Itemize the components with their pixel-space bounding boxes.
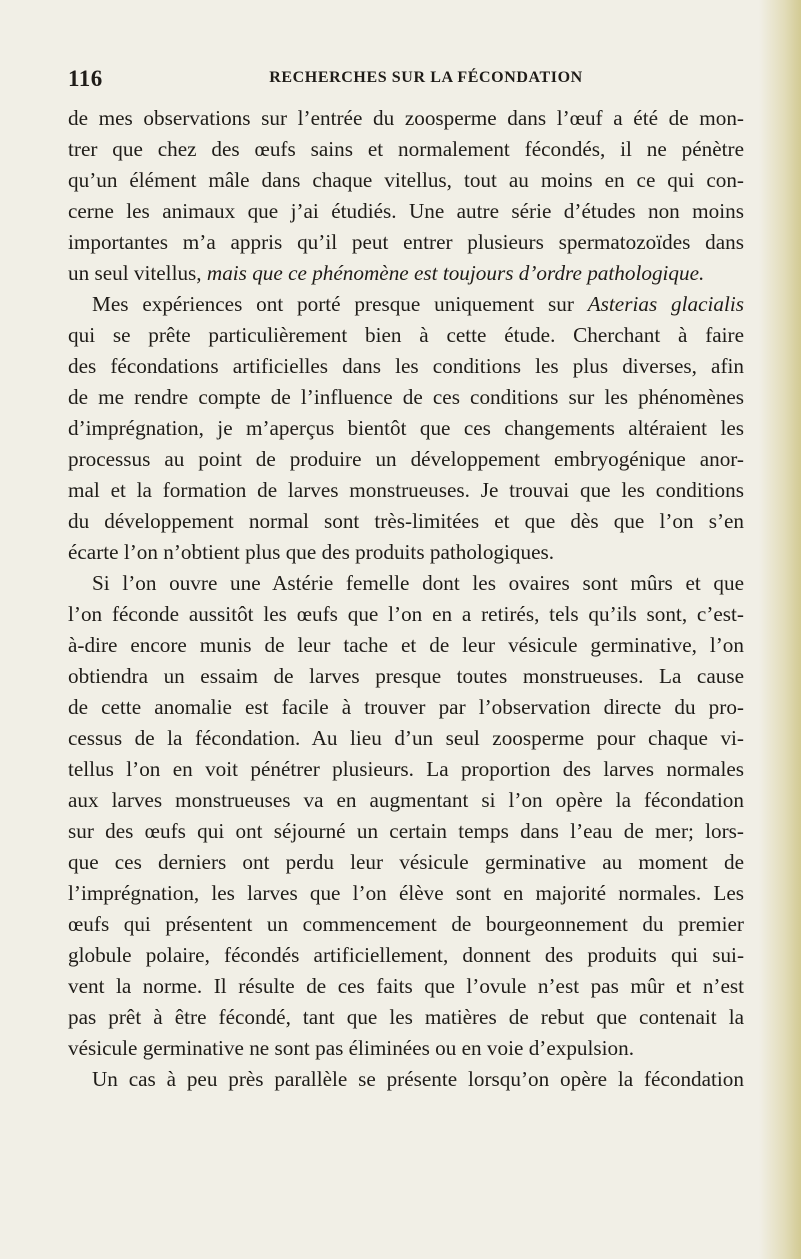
text-line (68, 413, 744, 444)
text-line (68, 785, 744, 816)
text-line-roman: Si l’on ouvre une Astérie femelle dont les ovaires sont mûrs et que (92, 571, 744, 595)
text-line-roman: importantes m’a appris qu’il peut entrer plusieurs spermatozoïdes dans (68, 230, 744, 254)
text-line (68, 692, 744, 723)
text-line (68, 723, 744, 754)
text-line (68, 754, 744, 785)
text-line-roman: que ces derniers ont perdu leur vésicule germinative au moment de (68, 850, 744, 874)
page-number: 116 (68, 66, 103, 91)
text-line (68, 506, 744, 537)
text-line-roman: de mes observations sur l’entrée du zoosperme dans l’œuf a été de mon- (68, 106, 744, 130)
running-head: RECHERCHES SUR LA FÉCONDATION (269, 69, 583, 86)
text-line-roman: sur des œufs qui ont séjourné un certain temps dans l’eau de mer; lors- (68, 819, 744, 843)
text-line (68, 878, 744, 909)
text-line-roman: Mes expériences ont porté presque uniquement sur (92, 292, 588, 316)
text-line-roman: processus au point de produire un développement embryogénique anor- (68, 447, 744, 471)
text-line-roman: du développement normal sont très-limitées et que dès que l’on s’en (68, 509, 744, 533)
text-line-roman: trer que chez des œufs sains et normalement fécondés, il ne pénètre (68, 137, 744, 161)
text-line (68, 475, 744, 506)
text-line-roman: Un cas à peu près parallèle se présente lorsqu’on opère la fécondation (92, 1067, 744, 1091)
text-line (68, 1002, 744, 1033)
text-line (68, 816, 744, 847)
text-line (68, 940, 744, 971)
text-line (68, 382, 744, 413)
text-line (68, 1033, 744, 1064)
text-line (68, 165, 744, 196)
text-line-roman: pas prêt à être fécondé, tant que les matières de rebut que contenait la (68, 1005, 744, 1029)
text-line (68, 227, 744, 258)
text-line-roman: mal et la formation de larves monstrueuses. Je trouvai que les conditions (68, 478, 744, 502)
text-line (68, 444, 744, 475)
text-line-roman: obtiendra un essaim de larves presque toutes monstrueuses. La cause (68, 664, 744, 688)
text-line (68, 1064, 744, 1095)
text-line-roman: l’on féconde aussitôt les œufs que l’on en a retirés, tels qu’ils sont, c’est- (68, 602, 744, 626)
text-line-roman: de me rendre compte de l’influence de ces conditions sur les phénomènes (68, 385, 744, 409)
text-line (68, 630, 744, 661)
text-line-italic: mais que ce phénomène est toujours d’ordre pathologique. (206, 261, 705, 285)
text-line (68, 351, 744, 382)
text-line-roman: l’imprégnation, les larves que l’on élève sont en majorité normales. Les (68, 881, 744, 905)
text-line-roman: aux larves monstrueuses va en augmentant si l’on opère la fécondation (68, 788, 744, 812)
text-line (68, 909, 744, 940)
text-line-roman: globule polaire, fécondés artificiellement, donnent des produits qui sui- (68, 943, 744, 967)
text-line-roman: écarte l’on n’obtient plus que des produits pathologiques. (68, 540, 555, 564)
text-line-roman: des fécondations artificielles dans les conditions les plus diverses, afin (68, 354, 744, 378)
body-text (68, 103, 744, 1095)
text-line (68, 537, 744, 568)
text-line (68, 289, 744, 320)
text-line-roman: œufs qui présentent un commencement de bourgeonnement du premier (68, 912, 744, 936)
text-line-roman: cerne les animaux que j’ai étudiés. Une autre série d’études non moins (68, 199, 744, 223)
text-line (68, 971, 744, 1002)
text-line (68, 661, 744, 692)
text-line-roman: vésicule germinative ne sont pas éliminées ou en voie d’expulsion. (68, 1036, 635, 1060)
text-line-roman: à-dire encore munis de leur tache et de leur vésicule germinative, l’on (68, 633, 744, 657)
text-line (68, 103, 744, 134)
text-line (68, 196, 744, 227)
text-line-roman: de cette anomalie est facile à trouver par l’observation directe du pro- (68, 695, 744, 719)
text-line-roman: qui se prête particulièrement bien à cette étude. Cherchant à faire (68, 323, 744, 347)
text-line-roman: vent la norme. Il résulte de ces faits que l’ovule n’est pas mûr et n’est (68, 974, 744, 998)
page-header (68, 66, 744, 94)
text-line-roman: qu’un élément mâle dans chaque vitellus, tout au moins en ce qui con- (68, 168, 744, 192)
text-line (68, 134, 744, 165)
text-line-roman: un seul vitellus, (68, 261, 207, 285)
text-line (68, 599, 744, 630)
text-line-roman: d’imprégnation, je m’aperçus bientôt que ces changements altéraient les (68, 416, 744, 440)
text-line-roman: tellus l’on en voit pénétrer plusieurs. La proportion des larves normales (68, 757, 744, 781)
page-edge-shading (759, 0, 801, 1259)
text-line (68, 568, 744, 599)
text-line (68, 258, 744, 289)
text-line-italic: Asterias glacialis (587, 292, 744, 316)
text-line (68, 320, 744, 351)
text-line (68, 847, 744, 878)
text-line-roman: cessus de la fécondation. Au lieu d’un seul zoosperme pour chaque vi- (68, 726, 744, 750)
